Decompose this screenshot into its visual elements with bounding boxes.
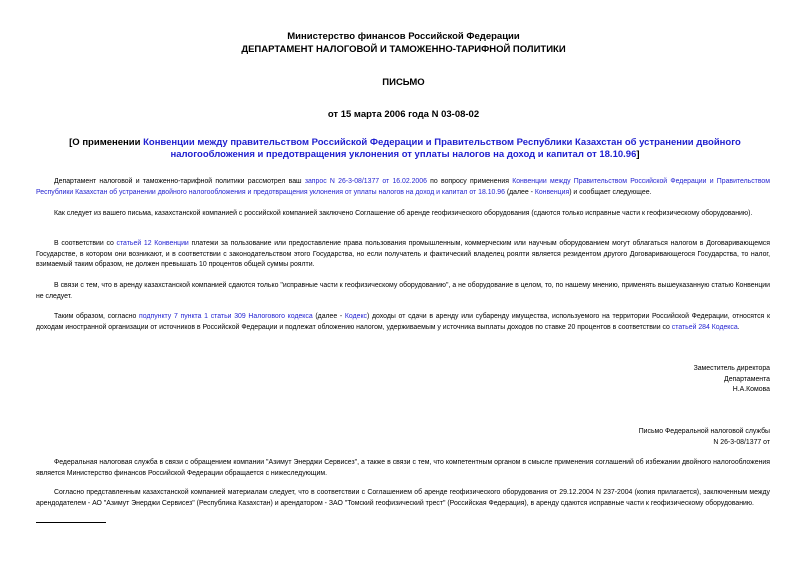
request-link[interactable]: запрос N 26-3-08/1377 от 16.02.2006 — [304, 178, 427, 185]
paragraph-6 — [36, 458, 770, 479]
p3-text-1: В соответствии со — [54, 240, 117, 247]
subject-prefix: [О применении — [69, 137, 144, 148]
subject-convention-link[interactable]: Конвенции между правительством Российской Федерации и Правительством Республики Казахстан об устранении двойного налогообложения и предотвращения уклонения от уплаты налогов на доход и капитал от 18.10.96 — [143, 137, 741, 160]
fns-letter-title: Письмо Федеральной налоговой службы — [638, 428, 770, 435]
department-title: ДЕПАРТАМЕНТ НАЛОГОВОЙ И ТАМОЖЕННО-ТАРИФНОЙ ПОЛИТИКИ — [241, 44, 566, 55]
signature-name: Н.А.Комова — [732, 386, 770, 394]
p1-text-4: ) и сообщает следующее. — [569, 188, 652, 196]
paragraph-1 — [36, 177, 770, 198]
paragraph-2 — [36, 209, 770, 220]
p5-text-2: (далее - — [312, 313, 345, 320]
subject-suffix: ] — [636, 149, 640, 160]
article-284-link[interactable]: статьей 284 Кодекса — [671, 323, 738, 331]
ministry-title: Министерство финансов Российской Федерации — [287, 31, 520, 42]
p5-text-3: ) доходы от сдачи в аренду или субаренду имущества, используемого на территории Российской Федерации, относятся к доходам иностранной организации от источников в Российской Федерации и подлежат обложению налогом, удерживаемым у источника выплаты доходов по ставке 20 процентов в соответствии со — [36, 313, 770, 331]
p5-text-4: . — [737, 323, 740, 331]
p1-text-2: по вопросу применения — [426, 178, 513, 185]
convention-short-link[interactable]: Конвенция — [534, 188, 570, 196]
p1-text-1: Департамент налоговой и таможенно-тарифной политики рассмотрел ваш — [54, 178, 305, 185]
p5-text-1: Таким образом, согласно — [54, 313, 140, 320]
convention-link[interactable]: Конвенции между Правительством Российской Федерации и Правительством Республики Казахстан об устранении двойного налогообложения и предотвращения уклонения от уплаты налогов на доход и капитал от 18.10.96 — [36, 178, 770, 196]
tax-code-article-309-link[interactable]: подпункту 7 пункта 1 статьи 309 Налогового кодекса — [139, 313, 313, 320]
p4-text: В связи с тем, что в аренду казахстанской компанией сдаются только "исправные части к геофизическому оборудованию", а не оборудование в целом, то, по нашему мнению, применять вышеуказанную статью Конвенции не следует. — [36, 282, 770, 300]
p3-text-2: платежи за пользование или предоставление права пользования промышленным, коммерческим или научным оборудованием могут облагаться налогом в Договаривающемся Государстве, в котором они возникают, и в соответствии с законодательством этого Государства, но если получатель и фактический владелец роялти является резидентом другого Договаривающегося Государства, то налог, взимаемый таким образом, не должен превышать 10 процентов общей суммы роялти. — [36, 240, 770, 269]
p7-text: Согласно представленным казахстанской компанией материалам следует, что в соответствии с Соглашением об аренде геофизического оборудования от 29.12.2004 N 237-2004 (копия прилагается), заключенным между арендодателем - АО "Азимут Энерджи Сервисез" (Республика Казахстан) и арендатором - ЗАО "Томский геофизический трест" (Российская Федерация), в аренду сдаются исправные части к геофизическому оборудованию. — [36, 489, 770, 507]
p1-text-3: (далее - — [504, 188, 535, 196]
paragraph-3 — [36, 239, 770, 271]
paragraph-5 — [36, 312, 770, 333]
document-date-number: от 15 марта 2006 года N 03-08-02 — [327, 109, 480, 120]
footnote-divider — [36, 522, 106, 523]
p2-text: Как следует из вашего письма, казахстанской компанией с российской компанией заключено Соглашение об аренде геофизического оборудования (сдаются только исправные части к геофизическому оборудованию). — [54, 210, 753, 217]
fns-letter-reference — [639, 427, 770, 448]
paragraph-7 — [36, 488, 770, 509]
code-link[interactable]: Кодекс — [344, 313, 368, 320]
paragraph-4 — [36, 281, 770, 302]
article-12-link[interactable]: статьей 12 Конвенции — [116, 240, 189, 247]
document-subject — [30, 137, 780, 161]
p6-text: Федеральная налоговая служба в связи с обращением компании "Азимут Энерджи Сервисез", а также в связи с тем, что компетентным органом в смысле применения соглашений об избежании двойного налогообложения является Министерство финансов Российской Федерации обращается с нижеследующим. — [36, 459, 770, 477]
fns-letter-number: N 26-3-08/1377 от — [713, 438, 770, 446]
signature-position: Заместитель директора — [693, 365, 770, 372]
signature-department: Департамента — [724, 375, 770, 383]
signature-block — [694, 364, 770, 396]
document-type: ПИСЬМО — [382, 77, 425, 88]
